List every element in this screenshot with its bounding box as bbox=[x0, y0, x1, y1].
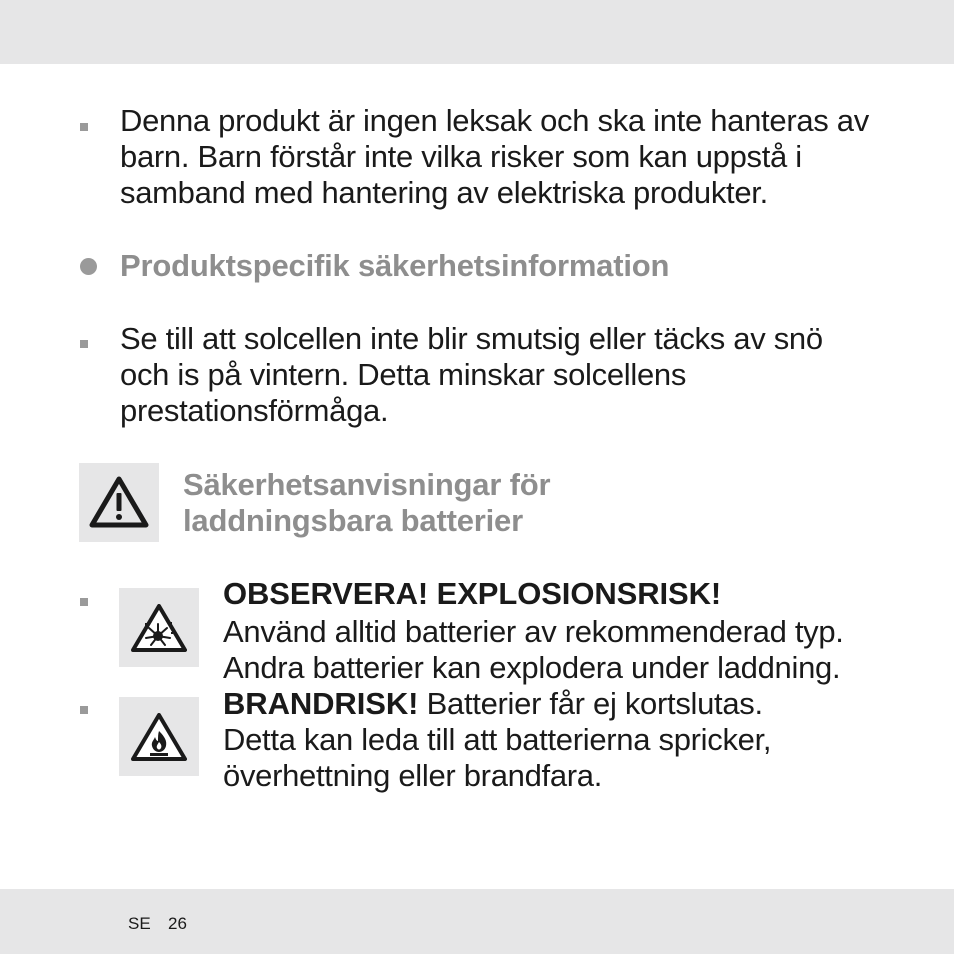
fire-hazard-icon bbox=[131, 713, 187, 761]
bullet-square bbox=[80, 598, 88, 606]
paragraph-toy-warning: Denna produkt är ingen leksak och ska inte hanteras av barn. Barn förstår inte vilka risker som kan uppstå i samband med hantering av elektriska produkter. bbox=[120, 103, 869, 210]
bullet-square bbox=[80, 706, 88, 714]
warning-fire-line2: Detta kan leda till att batterierna spricker, bbox=[223, 722, 772, 757]
explosion-hazard-icon bbox=[131, 604, 187, 652]
warning-explosion-line1: Använd alltid batterier av rekommenderad typ. bbox=[223, 614, 844, 649]
header-bar bbox=[0, 0, 954, 64]
explosion-icon-box bbox=[119, 588, 199, 667]
warning-fire-text: Batterier får ej kortslutas. bbox=[418, 686, 763, 721]
warning-fire-line3: överhettning eller brandfara. bbox=[223, 758, 603, 793]
warning-fire-line1 bbox=[223, 686, 923, 722]
section-heading-product-safety: Produktspecifik säkerhetsinformation bbox=[120, 248, 670, 283]
bullet-square bbox=[80, 340, 88, 348]
warning-explosion-title: OBSERVERA! EXPLOSIONSRISK! bbox=[223, 576, 722, 611]
fire-icon-box bbox=[119, 697, 199, 776]
bullet-square bbox=[80, 123, 88, 131]
page-number: 26 bbox=[168, 914, 187, 933]
section-heading-battery-line1: Säkerhetsanvisningar för bbox=[183, 467, 551, 502]
bullet-dot bbox=[80, 258, 97, 275]
warning-fire-title: BRANDRISK! bbox=[223, 686, 419, 721]
warning-triangle-icon bbox=[89, 476, 149, 528]
warning-explosion-line2: Andra batterier kan explodera under laddning. bbox=[223, 650, 841, 685]
footer-language: SE bbox=[128, 914, 151, 933]
section-heading-battery-line2: laddningsbara batterier bbox=[183, 503, 523, 538]
warning-icon-box bbox=[79, 463, 159, 542]
paragraph-solar-cell: Se till att solcellen inte blir smutsig eller täcks av snö och is på vintern. Detta minskar solcellens prestationsförmåga. bbox=[120, 321, 823, 428]
